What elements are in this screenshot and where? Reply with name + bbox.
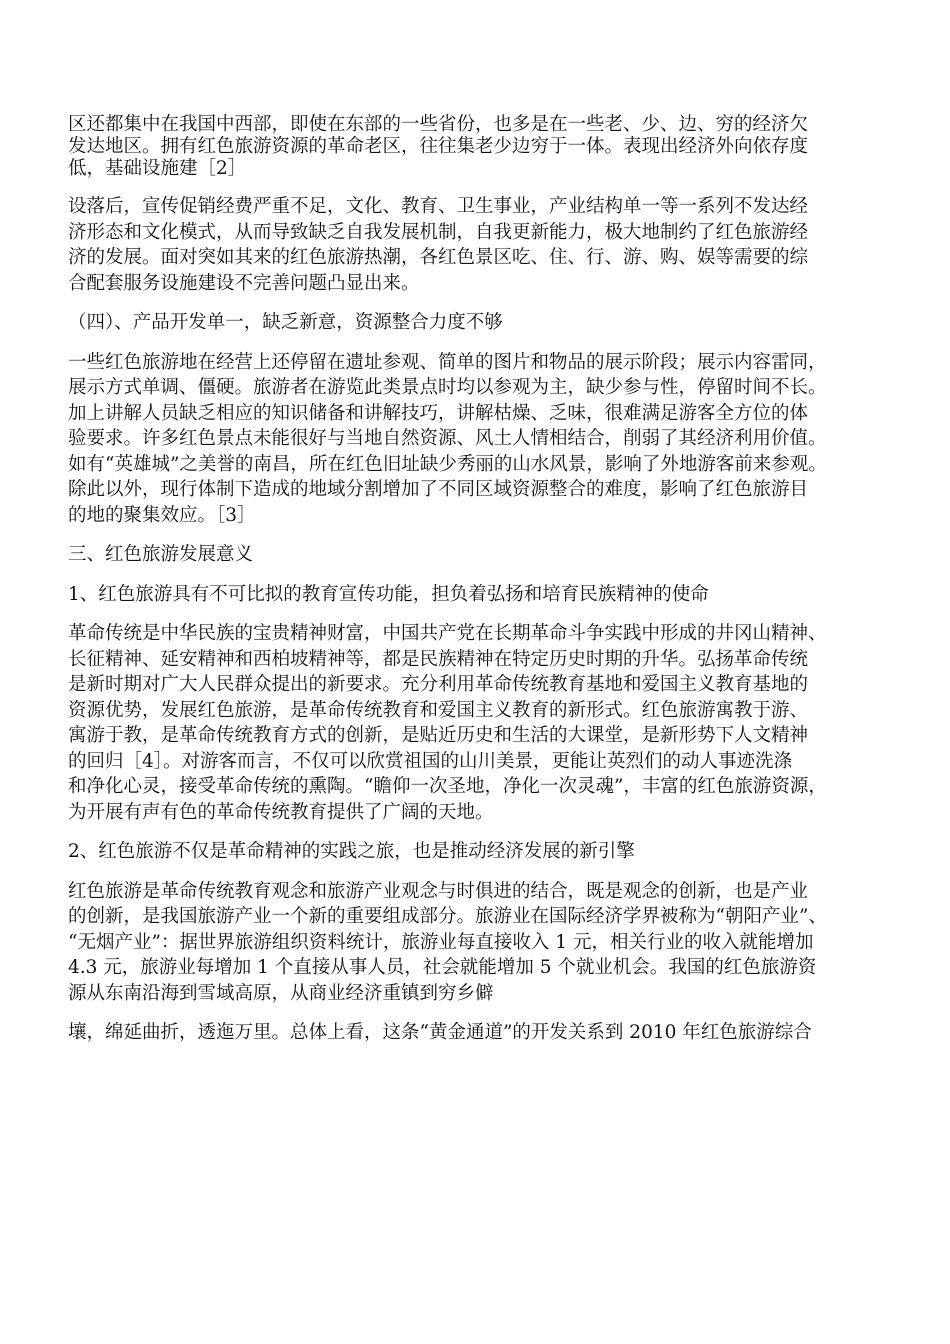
text-line: 和净化心灵，接受革命传统的熏陶。“瞻仰一次圣地，净化一次灵魂”，丰富的红色旅游资源， [68, 776, 827, 797]
section-heading [68, 542, 888, 568]
text-line: 的地的聚集效应。［3］ [68, 504, 256, 526]
text-line: 是新时期对广大人民群众提出的新要求。充分利用革命传统教育基地和爱国主义教育基地的 [68, 674, 809, 695]
text-line: 济的发展。面对突如其来的红色旅游热潮，各红色景区吃、住、行、游、购、娱等需要的综 [68, 247, 809, 268]
text-line: 济形态和文化模式，从而导致缺乏自我发展机制，自我更新能力，极大地制约了红色旅游经 [68, 221, 809, 243]
text-line: 验要求。许多红色景点未能很好与当地自然资源、风土人情相结合，削弱了其经济利用价值。 [68, 428, 827, 449]
text-line: 4.3 元，旅游业每增加 1 个直接从事人员，社会就能增加 5 个就业机会。我国的红色旅游资 [68, 957, 817, 978]
text-line: 为开展有声有色的革命传统教育提供了广阔的天地。 [68, 801, 494, 823]
text-line: 寓游于教，是革命传统教育方式的创新，是贴近历史和生活的大课堂，是新形势下人文精神 [68, 725, 809, 746]
text-line: 低，基础设施建［2］ [68, 158, 247, 179]
text-line: （四）、产品开发单一，缺乏新意，资源整合力度不够 [68, 312, 503, 333]
body-paragraph [68, 879, 888, 1007]
text-line: 展示方式单调、僵硬。旅游者在游览此类景点时均以参观为主，缺少参与性，停留时间不长。 [68, 377, 827, 398]
text-line: 壤，绵延曲折，透迤万里。总体上看，这条“黄金通道”的开发关系到 2010 年红色旅游综合 [68, 1022, 812, 1043]
text-line: 加上讲解人员缺乏相应的知识储备和讲解技巧，讲解枯燥、乏味，很难满足游客全方位的体 [68, 402, 809, 424]
section-heading [68, 839, 888, 865]
text-line: 合配套服务设施建设不完善问题凸显出来。 [68, 272, 420, 294]
text-line: 发达地区。拥有红色旅游资源的革命老区，往往集老少边穷于一体。表现出经济外向依存度 [68, 136, 809, 157]
text-line: 的回归［4］。对游客而言，不仅可以欣赏祖国的山川美景，更能让英烈们的动人事迹洗涤 [68, 750, 793, 772]
text-line: 革命传统是中华民族的宝贵精神财富，中国共产党在长期革命斗争实践中形成的井冈山精神、 [68, 623, 827, 644]
text-line: 除此以外，现行体制下造成的地域分割增加了不同区域资源整合的难度，影响了红色旅游目 [68, 479, 809, 500]
text-line: 资源优势，发展红色旅游，是革命传统教育和爱国主义教育的新形式。红色旅游寓教于游、 [68, 699, 809, 721]
text-line: 1、红色旅游具有不可比拟的教育宣传功能，担负着弘扬和培育民族精神的使命 [68, 583, 709, 605]
text-line: 一些红色旅游地在经营上还停留在遗址参观、简单的图片和物品的展示阶段；展示内容雷同， [68, 351, 827, 373]
text-line: 长征精神、延安精神和西柏坡精神等，都是民族精神在特定历史时期的升华。弘扬革命传统 [68, 648, 809, 670]
section-heading [68, 310, 888, 336]
text-line: 如有“英雄城”之美誉的南昌，所在红色旧址缺少秀丽的山水风景，影响了外地游客前来参观。 [68, 453, 827, 475]
text-line: 三、红色旅游发展意义 [68, 544, 254, 565]
text-line: 2、红色旅游不仅是革命精神的实践之旅，也是推动经济发展的新引擎 [68, 841, 635, 862]
body-paragraph [68, 621, 888, 825]
text-line: 区还都集中在我国中西部，即使在东部的一些省份，也多是在一些老、少、边、穷的经济欠 [68, 114, 809, 135]
text-line: 源从东南沿海到雪域高原，从商业经济重镇到穷乡僻 [68, 982, 494, 1004]
text-line: 红色旅游是革命传统教育观念和旅游产业观念与时俱进的结合，既是观念的创新，也是产业 [68, 880, 809, 902]
body-paragraph [68, 350, 888, 529]
body-paragraph [68, 114, 888, 180]
text-line: 的创新，是我国旅游产业一个新的重要组成部分。旅游业在国际经济学界被称为“朝阳产业”、 [68, 906, 827, 927]
text-line: “无烟产业”：据世界旅游组织资料统计，旅游业每直接收入 1 元，相关行业的收入就能增加 [68, 931, 814, 953]
body-paragraph [68, 1020, 888, 1046]
text-line: 设落后，宣传促销经费严重不足，文化、教育、卫生事业，产业结构单一等一系列不发达经 [68, 196, 809, 217]
body-paragraph [68, 194, 888, 296]
section-heading [68, 582, 888, 608]
